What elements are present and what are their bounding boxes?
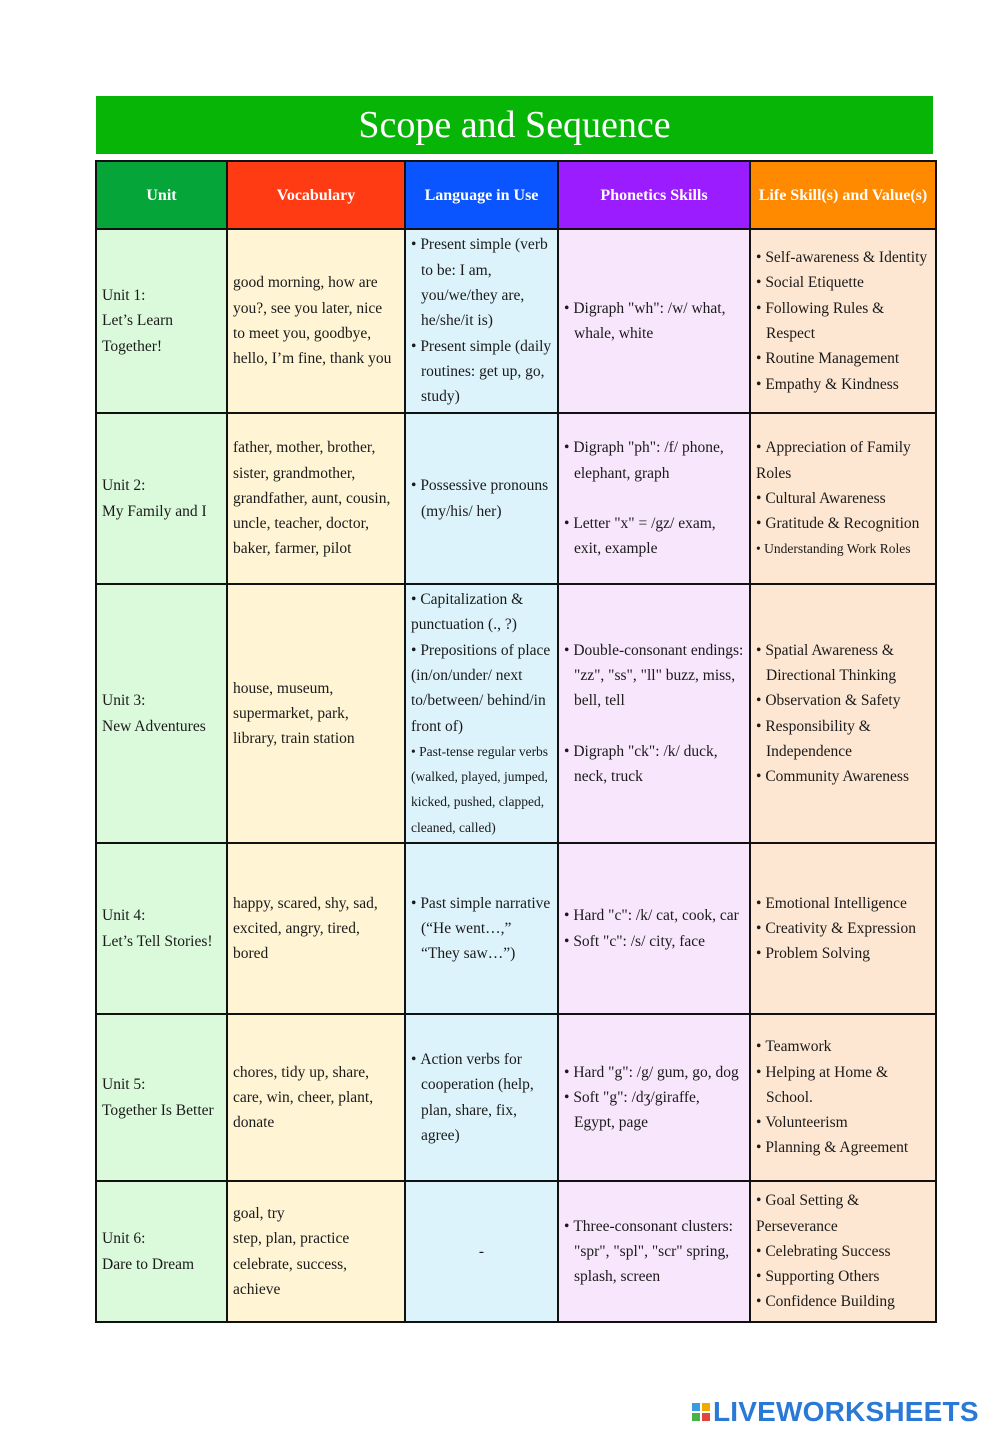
unit-title: Dare to Dream bbox=[102, 1255, 195, 1273]
unit-title: New Adventures bbox=[102, 717, 206, 735]
life-skill-item: • Cultural Awareness bbox=[756, 486, 930, 511]
language-cell bbox=[405, 229, 558, 413]
life-skill-item: • Social Etiquette bbox=[756, 270, 930, 295]
unit-row bbox=[96, 584, 936, 843]
vocabulary-cell bbox=[227, 584, 405, 843]
language-cell bbox=[405, 584, 558, 843]
logo-square bbox=[702, 1413, 710, 1421]
header-life-skills: Life Skill(s) and Value(s) bbox=[750, 161, 936, 229]
language-item: • Action verbs for cooperation (help, plan, share, fix, agree) bbox=[411, 1047, 552, 1148]
scope-sequence-table bbox=[95, 160, 937, 1323]
phonetics-item: • Digraph "ph": /f/ phone, elephant, graph bbox=[564, 435, 744, 486]
unit-row bbox=[96, 843, 936, 1014]
life-skill-item: • Spatial Awareness & Directional Thinking bbox=[756, 638, 930, 689]
language-item: • Past simple narrative (“He went…,” “They saw…”) bbox=[411, 891, 552, 967]
vocabulary-line: hello, I’m fine, thank you bbox=[233, 350, 392, 368]
life-skill-item: • Planning & Agreement bbox=[756, 1135, 930, 1160]
vocabulary-line: you?, see you later, nice bbox=[233, 299, 383, 317]
vocabulary-line: father, mother, brother, bbox=[233, 439, 376, 457]
language-item: • Possessive pronouns (my/his/ her) bbox=[411, 473, 552, 524]
phonetics-cell bbox=[558, 843, 750, 1014]
unit-title: Together Is Better bbox=[102, 1101, 214, 1119]
unit-number: Unit 6: bbox=[102, 1230, 146, 1248]
language-item: - bbox=[478, 1242, 485, 1260]
item-spacer bbox=[564, 714, 744, 739]
header-phonetics-skills: Phonetics Skills bbox=[558, 161, 750, 229]
phonetics-cell bbox=[558, 1014, 750, 1181]
language-item: • Capitalization & punctuation (., ?) bbox=[411, 587, 552, 638]
life-skills-cell bbox=[750, 1014, 936, 1181]
vocabulary-cell bbox=[227, 1014, 405, 1181]
life-skill-item: • Goal Setting & Perseverance bbox=[756, 1188, 930, 1239]
vocabulary-line: care, win, cheer, plant, bbox=[233, 1088, 374, 1106]
life-skill-item: • Teamwork bbox=[756, 1034, 930, 1059]
unit-cell bbox=[96, 413, 227, 584]
unit-row bbox=[96, 413, 936, 584]
unit-number: Unit 1: bbox=[102, 287, 146, 305]
language-cell bbox=[405, 413, 558, 584]
life-skill-item: • Appreciation of Family Roles bbox=[756, 435, 930, 486]
vocabulary-line: grandfather, aunt, cousin, bbox=[233, 489, 391, 507]
life-skill-item: • Responsibility & Independence bbox=[756, 714, 930, 765]
vocabulary-cell bbox=[227, 413, 405, 584]
vocabulary-cell bbox=[227, 1181, 405, 1322]
life-skill-item: • Self-awareness & Identity bbox=[756, 245, 930, 270]
vocabulary-line: good morning, how are bbox=[233, 274, 378, 292]
vocabulary-line: excited, angry, tired, bbox=[233, 919, 360, 937]
life-skill-item: • Problem Solving bbox=[756, 941, 930, 966]
life-skills-cell bbox=[750, 1181, 936, 1322]
phonetics-item: • Hard "c": /k/ cat, cook, car bbox=[564, 903, 744, 928]
life-skills-cell bbox=[750, 229, 936, 413]
vocabulary-line: celebrate, success, bbox=[233, 1255, 348, 1273]
unit-title: My Family and I bbox=[102, 502, 207, 520]
header-row bbox=[96, 161, 936, 229]
vocabulary-line: step, plan, practice bbox=[233, 1230, 350, 1248]
life-skill-item: • Volunteerism bbox=[756, 1110, 930, 1135]
logo-square bbox=[692, 1403, 700, 1411]
liveworksheets-logo[interactable] bbox=[692, 1398, 979, 1426]
life-skill-item: • Community Awareness bbox=[756, 764, 930, 789]
life-skills-cell bbox=[750, 584, 936, 843]
unit-number: Unit 5: bbox=[102, 1076, 146, 1094]
life-skill-item: • Empathy & Kindness bbox=[756, 372, 930, 397]
unit-row bbox=[96, 1181, 936, 1322]
phonetics-item: • Soft "c": /s/ city, face bbox=[564, 929, 744, 954]
language-cell bbox=[405, 1181, 558, 1322]
language-item: • Past-tense regular verbs (walked, played, jumped, kicked, pushed, clapped, cleaned, called) bbox=[411, 739, 552, 840]
life-skill-item: • Helping at Home & School. bbox=[756, 1060, 930, 1111]
language-cell bbox=[405, 843, 558, 1014]
life-skill-item: • Supporting Others bbox=[756, 1264, 930, 1289]
phonetics-item: • Double-consonant endings: "zz", "ss", "ll" buzz, miss, bell, tell bbox=[564, 638, 744, 714]
phonetics-cell bbox=[558, 229, 750, 413]
language-item: • Present simple (daily routines: get up, go, study) bbox=[411, 334, 552, 410]
vocabulary-line: supermarket, park, bbox=[233, 704, 349, 722]
unit-cell bbox=[96, 229, 227, 413]
phonetics-item: • Digraph "wh": /w/ what, whale, white bbox=[564, 296, 744, 347]
unit-title: Let’s Learn bbox=[102, 312, 174, 330]
vocabulary-line: to meet you, goodbye, bbox=[233, 325, 372, 342]
life-skill-item: • Emotional Intelligence bbox=[756, 891, 930, 916]
unit-title: Together! bbox=[102, 337, 163, 355]
life-skills-cell bbox=[750, 843, 936, 1014]
life-skill-item: • Confidence Building bbox=[756, 1289, 930, 1314]
unit-cell bbox=[96, 843, 227, 1014]
life-skill-item: • Understanding Work Roles bbox=[756, 536, 930, 561]
unit-title: Let’s Tell Stories! bbox=[102, 932, 213, 950]
vocabulary-line: happy, scared, shy, sad, bbox=[233, 894, 378, 912]
unit-number: Unit 4: bbox=[102, 907, 146, 925]
unit-cell bbox=[96, 584, 227, 843]
vocabulary-line: donate bbox=[233, 1114, 275, 1132]
unit-row bbox=[96, 1014, 936, 1181]
vocabulary-line: bored bbox=[233, 945, 269, 963]
life-skills-cell bbox=[750, 413, 936, 584]
phonetics-cell bbox=[558, 584, 750, 843]
life-skill-item: • Routine Management bbox=[756, 346, 930, 371]
header-vocabulary: Vocabulary bbox=[227, 161, 405, 229]
logo-square bbox=[702, 1403, 710, 1411]
phonetics-cell bbox=[558, 413, 750, 584]
language-item: • Prepositions of place (in/on/under/ next to/between/ behind/in front of) bbox=[411, 638, 552, 739]
unit-row bbox=[96, 229, 936, 413]
vocabulary-cell bbox=[227, 229, 405, 413]
vocabulary-line: uncle, teacher, doctor, bbox=[233, 515, 370, 533]
vocabulary-line: sister, grandmother, bbox=[233, 464, 356, 482]
vocabulary-cell bbox=[227, 843, 405, 1014]
logo-square bbox=[692, 1413, 700, 1421]
language-cell bbox=[405, 1014, 558, 1181]
header-language-in-use: Language in Use bbox=[405, 161, 558, 229]
life-skill-item: • Observation & Safety bbox=[756, 688, 930, 713]
vocabulary-line: achieve bbox=[233, 1280, 281, 1298]
unit-cell bbox=[96, 1181, 227, 1322]
logo-mark-icon bbox=[692, 1403, 710, 1421]
header-unit: Unit bbox=[96, 161, 227, 229]
logo-text: LIVEWORKSHEETS bbox=[713, 1396, 979, 1427]
vocabulary-line: goal, try bbox=[233, 1204, 285, 1222]
life-skill-item: • Creativity & Expression bbox=[756, 916, 930, 941]
life-skill-item: • Gratitude & Recognition bbox=[756, 511, 930, 536]
vocabulary-line: house, museum, bbox=[233, 679, 334, 697]
unit-number: Unit 2: bbox=[102, 477, 146, 495]
vocabulary-line: chores, tidy up, share, bbox=[233, 1063, 370, 1081]
language-item: • Present simple (verb to be: I am, you/we/they are, he/she/it is) bbox=[411, 232, 552, 333]
life-skill-item: • Following Rules & Respect bbox=[756, 296, 930, 347]
phonetics-item: • Three-consonant clusters: "spr", "spl", "scr" spring, splash, screen bbox=[564, 1214, 744, 1290]
phonetics-item: • Soft "g": /dʒ/giraffe, Egypt, page bbox=[564, 1085, 744, 1136]
item-spacer bbox=[564, 486, 744, 511]
page-title: Scope and Sequence bbox=[96, 96, 933, 154]
vocabulary-line: baker, farmer, pilot bbox=[233, 540, 352, 558]
life-skill-item: • Celebrating Success bbox=[756, 1239, 930, 1264]
phonetics-item: • Letter "x" = /gz/ exam, exit, example bbox=[564, 511, 744, 562]
unit-cell bbox=[96, 1014, 227, 1181]
phonetics-cell bbox=[558, 1181, 750, 1322]
phonetics-item: • Hard "g": /g/ gum, go, dog bbox=[564, 1060, 744, 1085]
vocabulary-line: library, train station bbox=[233, 730, 355, 748]
phonetics-item: • Digraph "ck": /k/ duck, neck, truck bbox=[564, 739, 744, 790]
unit-number: Unit 3: bbox=[102, 692, 146, 710]
